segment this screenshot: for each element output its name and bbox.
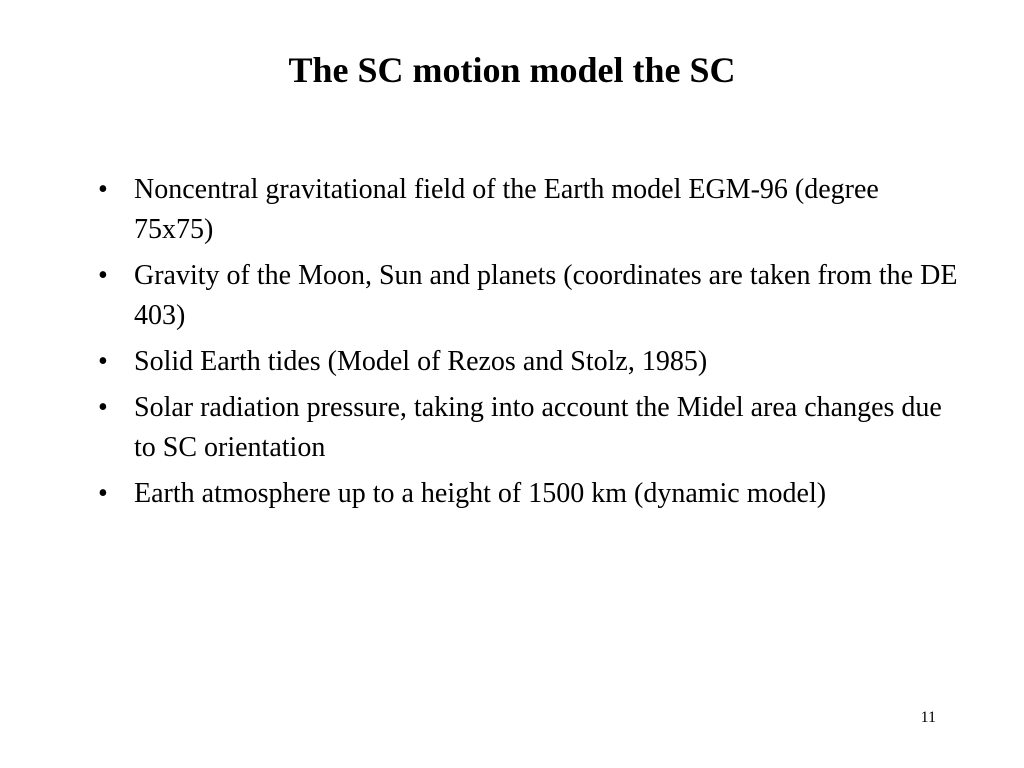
bullet-icon: • bbox=[98, 392, 108, 423]
bullet-list bbox=[98, 170, 958, 520]
bullet-item-atmosphere bbox=[98, 474, 958, 514]
bullet-item-earth-tides bbox=[98, 342, 958, 382]
bullet-text: Solar radiation pressure, taking into account the Midel area changes due to SC orientation bbox=[134, 392, 942, 463]
slide-title: The SC motion model the SC bbox=[288, 50, 736, 90]
bullet-item-third-body-gravity bbox=[98, 256, 958, 336]
bullet-text: Solid Earth tides (Model of Rezos and Stolz, 1985) bbox=[134, 346, 708, 377]
bullet-icon: • bbox=[98, 346, 108, 377]
bullet-text: Noncentral gravitational field of the Earth model EGM-96 (degree 75x75) bbox=[134, 174, 879, 245]
bullet-icon: • bbox=[98, 260, 108, 291]
bullet-item-noncentral-gravity bbox=[98, 170, 958, 250]
bullet-item-solar-radiation bbox=[98, 388, 958, 468]
bullet-icon: • bbox=[98, 478, 108, 509]
page-number: 11 bbox=[920, 709, 936, 726]
bullet-text: Earth atmosphere up to a height of 1500 km (dynamic model) bbox=[134, 478, 827, 509]
bullet-icon: • bbox=[98, 174, 108, 205]
bullet-text: Gravity of the Moon, Sun and planets (coordinates are taken from the DE 403) bbox=[134, 260, 958, 331]
